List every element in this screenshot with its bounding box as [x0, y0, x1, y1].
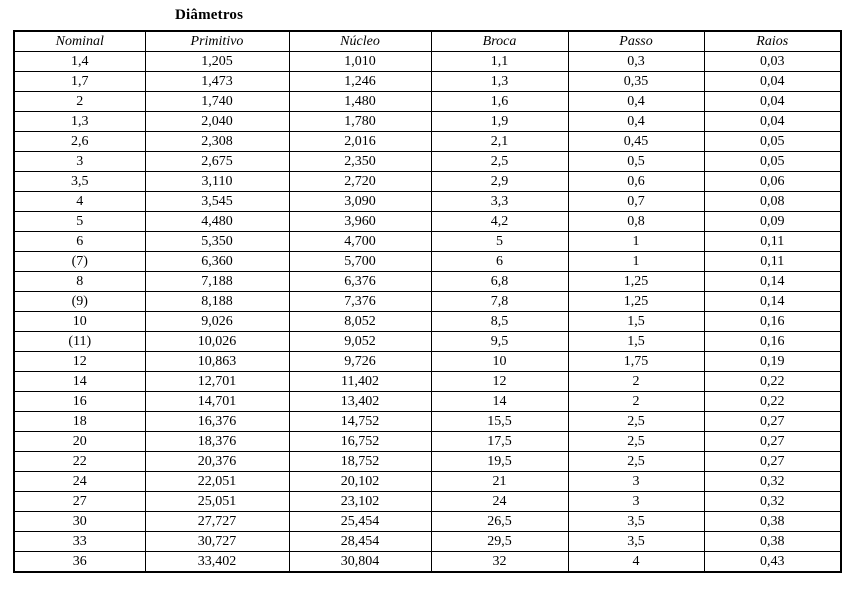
table-cell-raios: 0,14 [704, 272, 841, 292]
table-row [14, 72, 841, 92]
table-cell-nominal: 2,6 [14, 132, 145, 152]
table-cell-broca: 17,5 [431, 432, 568, 452]
table-cell-raios: 0,27 [704, 432, 841, 452]
table-row [14, 332, 841, 352]
table-cell-raios: 0,11 [704, 252, 841, 272]
table-cell-passo: 3 [568, 492, 704, 512]
table-cell-broca: 32 [431, 552, 568, 573]
table-cell-nominal: 2 [14, 92, 145, 112]
table-cell-passo: 0,5 [568, 152, 704, 172]
table-cell-passo: 0,8 [568, 212, 704, 232]
table-cell-passo: 0,3 [568, 52, 704, 72]
table-cell-broca: 21 [431, 472, 568, 492]
table-cell-primitivo: 27,727 [145, 512, 289, 532]
table-cell-nucleo: 7,376 [289, 292, 431, 312]
table-cell-primitivo: 20,376 [145, 452, 289, 472]
table-cell-nominal: 27 [14, 492, 145, 512]
table-cell-nucleo: 20,102 [289, 472, 431, 492]
table-row [14, 392, 841, 412]
table-cell-passo: 3,5 [568, 532, 704, 552]
table-cell-nominal: 8 [14, 272, 145, 292]
table-row [14, 192, 841, 212]
table-cell-nucleo: 14,752 [289, 412, 431, 432]
table-cell-nucleo: 23,102 [289, 492, 431, 512]
table-cell-passo: 2,5 [568, 412, 704, 432]
table-cell-primitivo: 14,701 [145, 392, 289, 412]
table-cell-nominal: 3,5 [14, 172, 145, 192]
table-cell-broca: 6,8 [431, 272, 568, 292]
table-cell-broca: 10 [431, 352, 568, 372]
table-cell-broca: 7,8 [431, 292, 568, 312]
table-cell-broca: 15,5 [431, 412, 568, 432]
table-cell-raios: 0,27 [704, 452, 841, 472]
table-cell-primitivo: 10,863 [145, 352, 289, 372]
table-row [14, 92, 841, 112]
table-cell-broca: 1,6 [431, 92, 568, 112]
table-cell-raios: 0,04 [704, 92, 841, 112]
table-title: Diâmetros [175, 7, 244, 23]
table-cell-primitivo: 9,026 [145, 312, 289, 332]
table-cell-nominal: (7) [14, 252, 145, 272]
table-cell-nominal: 24 [14, 472, 145, 492]
table-row [14, 132, 841, 152]
table-cell-broca: 5 [431, 232, 568, 252]
table-cell-broca: 1,9 [431, 112, 568, 132]
table-row [14, 112, 841, 132]
table-cell-passo: 0,45 [568, 132, 704, 152]
table-cell-primitivo: 2,308 [145, 132, 289, 152]
table-cell-raios: 0,14 [704, 292, 841, 312]
table-cell-nucleo: 2,016 [289, 132, 431, 152]
table-cell-broca: 2,1 [431, 132, 568, 152]
table-cell-broca: 26,5 [431, 512, 568, 532]
table-cell-nucleo: 5,700 [289, 252, 431, 272]
table-cell-nominal: 16 [14, 392, 145, 412]
table-cell-primitivo: 3,545 [145, 192, 289, 212]
table-cell-nucleo: 2,350 [289, 152, 431, 172]
table-cell-raios: 0,22 [704, 392, 841, 412]
table-cell-raios: 0,38 [704, 512, 841, 532]
table-cell-raios: 0,19 [704, 352, 841, 372]
table-cell-nucleo: 1,480 [289, 92, 431, 112]
table-row [14, 432, 841, 452]
table-cell-primitivo: 1,740 [145, 92, 289, 112]
table-row [14, 312, 841, 332]
table-cell-passo: 1,75 [568, 352, 704, 372]
table-row [14, 52, 841, 72]
table-cell-broca: 2,9 [431, 172, 568, 192]
table-cell-primitivo: 5,350 [145, 232, 289, 252]
table-cell-nominal: 22 [14, 452, 145, 472]
table-cell-raios: 0,05 [704, 152, 841, 172]
table-cell-raios: 0,03 [704, 52, 841, 72]
table-cell-primitivo: 30,727 [145, 532, 289, 552]
table-cell-raios: 0,06 [704, 172, 841, 192]
table-cell-primitivo: 3,110 [145, 172, 289, 192]
table-cell-nominal: 18 [14, 412, 145, 432]
table-cell-passo: 0,35 [568, 72, 704, 92]
table-cell-raios: 0,04 [704, 72, 841, 92]
table-cell-primitivo: 25,051 [145, 492, 289, 512]
table-cell-passo: 3 [568, 472, 704, 492]
table-cell-passo: 4 [568, 552, 704, 573]
table-cell-raios: 0,22 [704, 372, 841, 392]
table-cell-nominal: 12 [14, 352, 145, 372]
table-cell-primitivo: 10,026 [145, 332, 289, 352]
table-cell-nominal: 1,7 [14, 72, 145, 92]
table-cell-primitivo: 2,675 [145, 152, 289, 172]
table-row [14, 232, 841, 252]
table-cell-primitivo: 1,205 [145, 52, 289, 72]
table-row [14, 492, 841, 512]
table-row [14, 472, 841, 492]
table-cell-nominal: 1,3 [14, 112, 145, 132]
table-row [14, 412, 841, 432]
table-cell-broca: 12 [431, 372, 568, 392]
table-cell-raios: 0,43 [704, 552, 841, 573]
table-cell-nucleo: 11,402 [289, 372, 431, 392]
table-cell-nominal: 6 [14, 232, 145, 252]
table-cell-nucleo: 30,804 [289, 552, 431, 573]
table-cell-nominal: 4 [14, 192, 145, 212]
table-cell-nominal: (9) [14, 292, 145, 312]
table-cell-passo: 0,6 [568, 172, 704, 192]
table-cell-nucleo: 16,752 [289, 432, 431, 452]
table-cell-nominal: (11) [14, 332, 145, 352]
table-cell-nucleo: 6,376 [289, 272, 431, 292]
table-cell-broca: 3,3 [431, 192, 568, 212]
table-row [14, 252, 841, 272]
table-cell-broca: 1,1 [431, 52, 568, 72]
table-cell-broca: 1,3 [431, 72, 568, 92]
column-header-primitivo: Primitivo [145, 31, 289, 52]
table-cell-nominal: 33 [14, 532, 145, 552]
table-cell-raios: 0,09 [704, 212, 841, 232]
column-header-broca: Broca [431, 31, 568, 52]
table-cell-primitivo: 33,402 [145, 552, 289, 573]
table-cell-broca: 8,5 [431, 312, 568, 332]
table-row [14, 352, 841, 372]
table-row [14, 292, 841, 312]
table-cell-passo: 0,4 [568, 92, 704, 112]
table-cell-primitivo: 8,188 [145, 292, 289, 312]
table-cell-primitivo: 2,040 [145, 112, 289, 132]
column-header-raios: Raios [704, 31, 841, 52]
table-cell-broca: 29,5 [431, 532, 568, 552]
table-row [14, 372, 841, 392]
table-cell-primitivo: 22,051 [145, 472, 289, 492]
table-cell-passo: 2,5 [568, 452, 704, 472]
table-row [14, 552, 841, 573]
table-cell-raios: 0,27 [704, 412, 841, 432]
table-cell-nominal: 10 [14, 312, 145, 332]
table-row [14, 212, 841, 232]
table-cell-nucleo: 3,960 [289, 212, 431, 232]
table-cell-broca: 2,5 [431, 152, 568, 172]
table-cell-passo: 2 [568, 372, 704, 392]
table-cell-broca: 9,5 [431, 332, 568, 352]
table-cell-nucleo: 9,726 [289, 352, 431, 372]
table-cell-nucleo: 1,780 [289, 112, 431, 132]
table-cell-nucleo: 25,454 [289, 512, 431, 532]
table-cell-passo: 1 [568, 252, 704, 272]
table-cell-nucleo: 18,752 [289, 452, 431, 472]
table-cell-raios: 0,08 [704, 192, 841, 212]
table-row [14, 452, 841, 472]
table-cell-passo: 3,5 [568, 512, 704, 532]
column-header-nucleo: Núcleo [289, 31, 431, 52]
table-row [14, 532, 841, 552]
table-cell-nominal: 5 [14, 212, 145, 232]
table-cell-nucleo: 4,700 [289, 232, 431, 252]
header-row [14, 31, 841, 52]
table-cell-nominal: 1,4 [14, 52, 145, 72]
table-cell-raios: 0,05 [704, 132, 841, 152]
table-cell-broca: 19,5 [431, 452, 568, 472]
table-cell-passo: 2 [568, 392, 704, 412]
table-cell-nucleo: 3,090 [289, 192, 431, 212]
table-cell-nominal: 36 [14, 552, 145, 573]
table-row [14, 172, 841, 192]
table-cell-passo: 0,4 [568, 112, 704, 132]
table-cell-raios: 0,32 [704, 472, 841, 492]
table-cell-nominal: 30 [14, 512, 145, 532]
table-cell-broca: 24 [431, 492, 568, 512]
table-cell-primitivo: 16,376 [145, 412, 289, 432]
table-cell-nominal: 14 [14, 372, 145, 392]
table-cell-nucleo: 13,402 [289, 392, 431, 412]
table-cell-raios: 0,32 [704, 492, 841, 512]
table-cell-passo: 1,25 [568, 292, 704, 312]
table-cell-passo: 1,25 [568, 272, 704, 292]
table-cell-passo: 1,5 [568, 312, 704, 332]
column-header-passo: Passo [568, 31, 704, 52]
table-row [14, 152, 841, 172]
table-cell-raios: 0,38 [704, 532, 841, 552]
table-cell-broca: 6 [431, 252, 568, 272]
table-cell-passo: 1,5 [568, 332, 704, 352]
table-cell-raios: 0,04 [704, 112, 841, 132]
table-cell-raios: 0,16 [704, 312, 841, 332]
table-cell-nucleo: 1,246 [289, 72, 431, 92]
table-cell-primitivo: 1,473 [145, 72, 289, 92]
table-cell-nucleo: 8,052 [289, 312, 431, 332]
table-cell-nucleo: 9,052 [289, 332, 431, 352]
table-cell-nucleo: 1,010 [289, 52, 431, 72]
table-cell-primitivo: 7,188 [145, 272, 289, 292]
table-cell-nominal: 20 [14, 432, 145, 452]
table-cell-raios: 0,11 [704, 232, 841, 252]
table-row [14, 272, 841, 292]
table-cell-primitivo: 18,376 [145, 432, 289, 452]
table-cell-broca: 14 [431, 392, 568, 412]
table-cell-primitivo: 6,360 [145, 252, 289, 272]
column-header-nominal: Nominal [14, 31, 145, 52]
table-cell-broca: 4,2 [431, 212, 568, 232]
table-cell-passo: 2,5 [568, 432, 704, 452]
table-cell-passo: 1 [568, 232, 704, 252]
table-cell-raios: 0,16 [704, 332, 841, 352]
table-cell-primitivo: 4,480 [145, 212, 289, 232]
table-cell-nominal: 3 [14, 152, 145, 172]
table-cell-passo: 0,7 [568, 192, 704, 212]
table-cell-nucleo: 2,720 [289, 172, 431, 192]
table-cell-nucleo: 28,454 [289, 532, 431, 552]
diameters-table [13, 30, 842, 573]
table-cell-primitivo: 12,701 [145, 372, 289, 392]
table-row [14, 512, 841, 532]
